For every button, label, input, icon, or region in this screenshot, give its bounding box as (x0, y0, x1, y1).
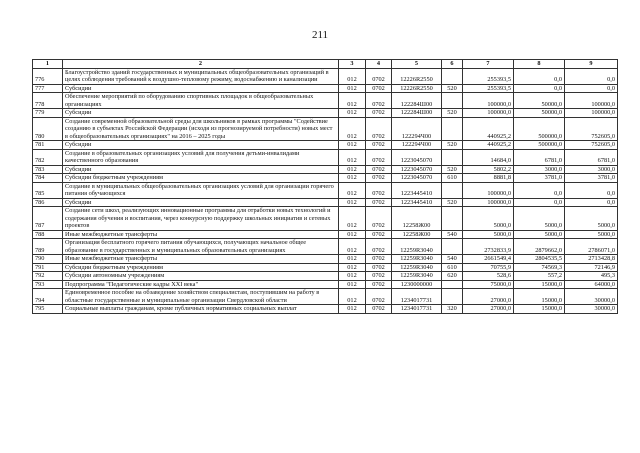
header-cell: 2 (63, 60, 339, 69)
amount-year2-cell: 5000,0 (514, 207, 565, 231)
row-name-cell: Субсидии (63, 165, 339, 174)
expense-type-cell: 540 (442, 255, 463, 264)
table-row (33, 109, 618, 118)
section-code-cell: 0702 (366, 109, 392, 118)
section-code-cell: 0702 (366, 93, 392, 109)
page-number: 211 (311, 29, 329, 41)
row-number-cell: 794 (33, 289, 63, 305)
header-cell: 6 (442, 60, 463, 69)
row-number-cell: 781 (33, 141, 63, 150)
amount-year2-cell: 3000,0 (514, 165, 565, 174)
amount-year1-cell: 14684,0 (463, 149, 514, 165)
amount-year3-cell: 2786071,0 (565, 239, 618, 255)
row-number-cell: 788 (33, 230, 63, 239)
ministry-code-cell: 012 (339, 84, 366, 93)
row-number-cell: 784 (33, 174, 63, 183)
expense-type-cell: 520 (442, 141, 463, 150)
expense-type-cell: 610 (442, 263, 463, 272)
ministry-code-cell: 012 (339, 165, 366, 174)
amount-year2-cell: 500000,0 (514, 141, 565, 150)
row-number-cell: 787 (33, 207, 63, 231)
amount-year2-cell: 0,0 (514, 198, 565, 207)
header-cell: 9 (565, 60, 618, 69)
amount-year3-cell: 752605,0 (565, 117, 618, 141)
amount-year3-cell: 0,0 (565, 68, 618, 84)
row-name-cell: Организация бесплатного горячего питания обучающихся, получающих начальное общее образование в государственных и муниципальных образовательных организациях (63, 239, 339, 255)
row-name-cell: Подпрограмма "Педагогические кадры XXI века" (63, 280, 339, 289)
header-row (33, 60, 618, 69)
section-code-cell: 0702 (366, 68, 392, 84)
row-name-cell: Создание в образовательных организациях условий для получения детьми-инвалидами качественного образования (63, 149, 339, 165)
row-number-cell: 790 (33, 255, 63, 264)
target-code-cell: 1234017731 (392, 289, 442, 305)
section-code-cell: 0702 (366, 149, 392, 165)
section-code-cell: 0702 (366, 165, 392, 174)
table-row (33, 117, 618, 141)
section-code-cell: 0702 (366, 117, 392, 141)
amount-year1-cell: 5000,0 (463, 230, 514, 239)
row-name-cell: Единовременное пособие на обзаведение хозяйством специалистам, поступившим на работу в областные государственные и муниципальные организации Свердловской области (63, 289, 339, 305)
amount-year2-cell: 557,2 (514, 272, 565, 281)
amount-year3-cell: 100000,0 (565, 109, 618, 118)
amount-year1-cell: 100000,0 (463, 198, 514, 207)
amount-year3-cell: 5000,0 (565, 207, 618, 231)
amount-year3-cell: 6781,0 (565, 149, 618, 165)
amount-year2-cell: 74569,3 (514, 263, 565, 272)
target-code-cell: 12258Ж00 (392, 207, 442, 231)
expense-type-cell: 520 (442, 165, 463, 174)
target-code-cell: 12259R3040 (392, 272, 442, 281)
amount-year2-cell: 2804535,5 (514, 255, 565, 264)
section-code-cell: 0702 (366, 272, 392, 281)
expense-type-cell: 520 (442, 109, 463, 118)
amount-year3-cell: 0,0 (565, 182, 618, 198)
row-name-cell: Субсидии (63, 109, 339, 118)
expense-type-cell: 520 (442, 84, 463, 93)
expense-type-cell (442, 93, 463, 109)
amount-year2-cell: 3781,0 (514, 174, 565, 183)
table-row (33, 230, 618, 239)
expense-type-cell (442, 280, 463, 289)
row-number-cell: 782 (33, 149, 63, 165)
amount-year3-cell: 3781,0 (565, 174, 618, 183)
ministry-code-cell: 012 (339, 280, 366, 289)
amount-year1-cell: 440925,2 (463, 141, 514, 150)
ministry-code-cell: 012 (339, 305, 366, 314)
expense-type-cell (442, 207, 463, 231)
amount-year2-cell: 0,0 (514, 84, 565, 93)
amount-year3-cell: 495,3 (565, 272, 618, 281)
expense-type-cell (442, 182, 463, 198)
amount-year1-cell: 255393,5 (463, 84, 514, 93)
ministry-code-cell: 012 (339, 68, 366, 84)
amount-year2-cell: 15000,0 (514, 305, 565, 314)
amount-year3-cell: 30000,0 (565, 289, 618, 305)
expense-type-cell (442, 239, 463, 255)
row-name-cell: Создание в муниципальных общеобразовательных организациях условий для организации горячего питания обучающихся (63, 182, 339, 198)
budget-table (32, 59, 618, 314)
amount-year2-cell: 5000,0 (514, 230, 565, 239)
row-number-cell: 777 (33, 84, 63, 93)
target-code-cell: 12259R3040 (392, 239, 442, 255)
amount-year2-cell: 2879662,0 (514, 239, 565, 255)
amount-year1-cell: 8881,8 (463, 174, 514, 183)
expense-type-cell: 520 (442, 198, 463, 207)
table-row (33, 239, 618, 255)
amount-year3-cell: 5000,0 (565, 230, 618, 239)
row-number-cell: 786 (33, 198, 63, 207)
table-row (33, 280, 618, 289)
section-code-cell: 0702 (366, 305, 392, 314)
target-code-cell: 122294Ч00 (392, 117, 442, 141)
amount-year1-cell: 70755,9 (463, 263, 514, 272)
row-name-cell: Субсидии (63, 198, 339, 207)
amount-year2-cell: 50000,0 (514, 109, 565, 118)
table-row (33, 207, 618, 231)
target-code-cell: 1223045070 (392, 174, 442, 183)
amount-year1-cell: 27000,0 (463, 305, 514, 314)
table-row (33, 305, 618, 314)
section-code-cell: 0702 (366, 255, 392, 264)
ministry-code-cell: 012 (339, 174, 366, 183)
ministry-code-cell: 012 (339, 255, 366, 264)
table-row (33, 165, 618, 174)
ministry-code-cell: 012 (339, 109, 366, 118)
ministry-code-cell: 012 (339, 149, 366, 165)
amount-year2-cell: 15000,0 (514, 280, 565, 289)
table-row (33, 149, 618, 165)
table-row (33, 198, 618, 207)
row-number-cell: 791 (33, 263, 63, 272)
header-cell: 7 (463, 60, 514, 69)
row-name-cell: Иные межбюджетные трансферты (63, 255, 339, 264)
header-cell: 3 (339, 60, 366, 69)
table-row (33, 255, 618, 264)
table-row (33, 263, 618, 272)
target-code-cell: 12226R2550 (392, 84, 442, 93)
expense-type-cell: 320 (442, 305, 463, 314)
section-code-cell: 0702 (366, 182, 392, 198)
amount-year1-cell: 528,6 (463, 272, 514, 281)
amount-year3-cell: 100000,0 (565, 93, 618, 109)
amount-year2-cell: 500000,0 (514, 117, 565, 141)
section-code-cell: 0702 (366, 263, 392, 272)
amount-year1-cell: 255393,5 (463, 68, 514, 84)
ministry-code-cell: 012 (339, 272, 366, 281)
ministry-code-cell: 012 (339, 207, 366, 231)
target-code-cell: 12226R2550 (392, 68, 442, 84)
ministry-code-cell: 012 (339, 182, 366, 198)
row-name-cell: Субсидии автономным учреждениям (63, 272, 339, 281)
ministry-code-cell: 012 (339, 239, 366, 255)
target-code-cell: 122284Ш00 (392, 93, 442, 109)
expense-type-cell: 540 (442, 230, 463, 239)
expense-type-cell (442, 68, 463, 84)
section-code-cell: 0702 (366, 198, 392, 207)
target-code-cell: 12259R3040 (392, 263, 442, 272)
row-number-cell: 783 (33, 165, 63, 174)
ministry-code-cell: 012 (339, 93, 366, 109)
section-code-cell: 0702 (366, 239, 392, 255)
row-number-cell: 792 (33, 272, 63, 281)
target-code-cell: 1234017731 (392, 305, 442, 314)
amount-year1-cell: 100000,0 (463, 182, 514, 198)
amount-year2-cell: 0,0 (514, 68, 565, 84)
row-number-cell: 793 (33, 280, 63, 289)
table-row (33, 141, 618, 150)
target-code-cell: 122294Ч00 (392, 141, 442, 150)
amount-year1-cell: 5000,0 (463, 207, 514, 231)
amount-year2-cell: 0,0 (514, 182, 565, 198)
amount-year2-cell: 6781,0 (514, 149, 565, 165)
amount-year1-cell: 100000,0 (463, 93, 514, 109)
section-code-cell: 0702 (366, 230, 392, 239)
table-row (33, 182, 618, 198)
section-code-cell: 0702 (366, 141, 392, 150)
row-name-cell: Социальные выплаты гражданам, кроме публичных нормативных социальных выплат (63, 305, 339, 314)
amount-year3-cell: 752605,0 (565, 141, 618, 150)
row-number-cell: 795 (33, 305, 63, 314)
row-name-cell: Субсидии бюджетным учреждениям (63, 263, 339, 272)
row-name-cell: Субсидии бюджетным учреждениям (63, 174, 339, 183)
row-name-cell: Создание современной образовательной среды для школьников в рамках программы "Содействие созданию в субъектах Российской Федерации (исходя из прогнозируемой потребности) новых мест в общеобразовательных организациях" на 2016 – 2025 годы (63, 117, 339, 141)
row-number-cell: 776 (33, 68, 63, 84)
amount-year1-cell: 2732833,9 (463, 239, 514, 255)
section-code-cell: 0702 (366, 174, 392, 183)
row-name-cell: Субсидии (63, 141, 339, 150)
target-code-cell: 1223045070 (392, 165, 442, 174)
table-row (33, 272, 618, 281)
amount-year1-cell: 75000,0 (463, 280, 514, 289)
section-code-cell: 0702 (366, 207, 392, 231)
row-name-cell: Иные межбюджетные трансферты (63, 230, 339, 239)
amount-year1-cell: 440925,2 (463, 117, 514, 141)
expense-type-cell (442, 149, 463, 165)
amount-year1-cell: 100000,0 (463, 109, 514, 118)
expense-type-cell: 610 (442, 174, 463, 183)
amount-year3-cell: 72146,9 (565, 263, 618, 272)
amount-year3-cell: 0,0 (565, 84, 618, 93)
table-row (33, 84, 618, 93)
row-name-cell: Создание сети школ, реализующих инновационные программы для отработки новых технологий и содержания обучения и воспитания, через конкурсную поддержку школьных инициатив и сетевых проектов (63, 207, 339, 231)
row-number-cell: 789 (33, 239, 63, 255)
row-number-cell: 778 (33, 93, 63, 109)
amount-year3-cell: 30000,0 (565, 305, 618, 314)
row-number-cell: 779 (33, 109, 63, 118)
row-name-cell: Обеспечение мероприятий по оборудованию спортивных площадок в общеобразовательных организациях (63, 93, 339, 109)
table-body (33, 68, 618, 313)
target-code-cell: 1223045070 (392, 149, 442, 165)
row-name-cell: Благоустройство зданий государственных и муниципальных общеобразовательных организаций в целях соблюдения требований к воздушно-тепловому режиму, водоснабжению и канализации (63, 68, 339, 84)
header-cell: 8 (514, 60, 565, 69)
table-row (33, 289, 618, 305)
ministry-code-cell: 012 (339, 198, 366, 207)
amount-year3-cell: 64000,0 (565, 280, 618, 289)
target-code-cell: 1223445410 (392, 198, 442, 207)
target-code-cell: 12258Ж00 (392, 230, 442, 239)
expense-type-cell (442, 117, 463, 141)
ministry-code-cell: 012 (339, 230, 366, 239)
header-cell: 5 (392, 60, 442, 69)
amount-year3-cell: 3000,0 (565, 165, 618, 174)
amount-year1-cell: 2661549,4 (463, 255, 514, 264)
section-code-cell: 0702 (366, 84, 392, 93)
header-cell: 4 (366, 60, 392, 69)
row-number-cell: 785 (33, 182, 63, 198)
row-name-cell: Субсидии (63, 84, 339, 93)
row-number-cell: 780 (33, 117, 63, 141)
table-row (33, 93, 618, 109)
section-code-cell: 0702 (366, 289, 392, 305)
table-row (33, 174, 618, 183)
table-row (33, 68, 618, 84)
target-code-cell: 122284Ш00 (392, 109, 442, 118)
header-cell: 1 (33, 60, 63, 69)
ministry-code-cell: 012 (339, 141, 366, 150)
ministry-code-cell: 012 (339, 117, 366, 141)
target-code-cell: 1223445410 (392, 182, 442, 198)
amount-year1-cell: 5802,2 (463, 165, 514, 174)
ministry-code-cell: 012 (339, 289, 366, 305)
amount-year2-cell: 50000,0 (514, 93, 565, 109)
target-code-cell: 12259R3040 (392, 255, 442, 264)
amount-year1-cell: 27000,0 (463, 289, 514, 305)
amount-year2-cell: 15000,0 (514, 289, 565, 305)
expense-type-cell: 620 (442, 272, 463, 281)
amount-year3-cell: 0,0 (565, 198, 618, 207)
target-code-cell: 1230000000 (392, 280, 442, 289)
section-code-cell: 0702 (366, 280, 392, 289)
ministry-code-cell: 012 (339, 263, 366, 272)
amount-year3-cell: 2713428,8 (565, 255, 618, 264)
expense-type-cell (442, 289, 463, 305)
